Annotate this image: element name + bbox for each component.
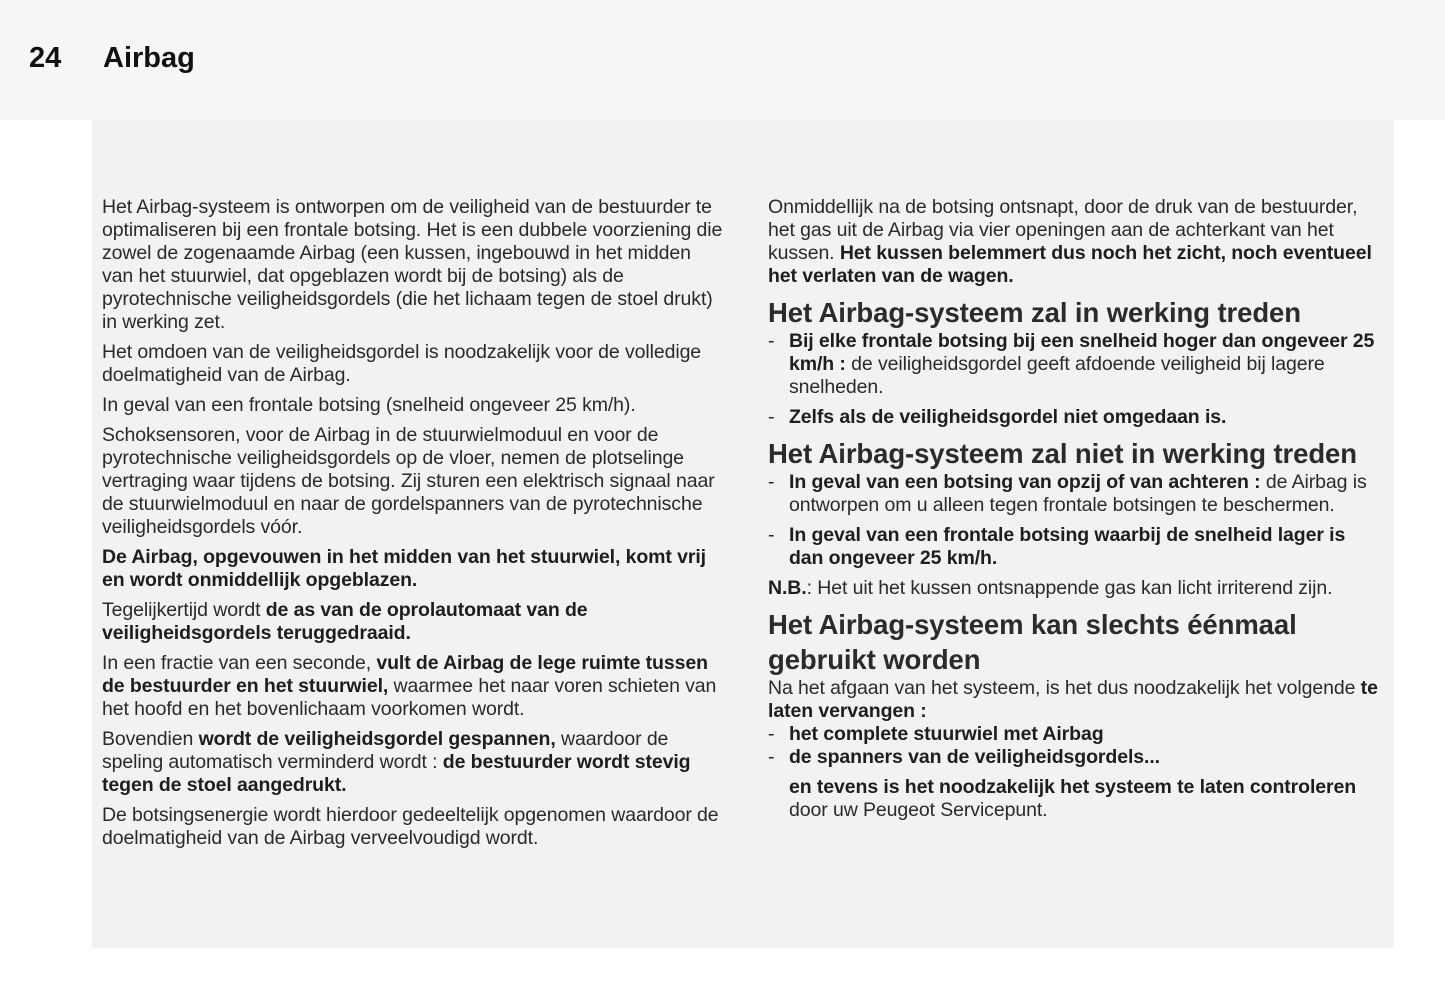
- replace-text: Na het afgaan van het systeem, is het dus noodzakelijk het volgende: [768, 677, 1361, 699]
- deflate-bold: Het kussen belemmert dus noch het zicht, noch eventueel het verlaten van de wagen.: [768, 242, 1372, 287]
- deflate-text: Onmiddellijk na de botsing ontsnapt, door de druk van de bestuurder, het gas uit de Airbag via vier openingen aan de achterkant van het kussen.: [768, 196, 1358, 264]
- nb-text: : Het uit het kussen ontsnappende gas kan licht irriterend zijn.: [806, 577, 1333, 599]
- tensioner-bold-d: de bestuurder wordt stevig tegen de stoel aangedrukt.: [102, 751, 691, 796]
- sensors-paragraph: Schoksensoren, voor de Airbag in de stuurwielmoduul en voor de pyrotechnische veiligheidsgordels op de vloer, nemen de plotselinge vertraging waar tijdens de botsing. Zij sturen een elektrisch signaal naar de stuurwielmoduul en naar de gordelspanners van de pyrotechnische veiligheidsgordels vóór.: [102, 424, 715, 538]
- nb-paragraph: [768, 577, 1383, 600]
- list-item: [768, 330, 1383, 399]
- list-item: [768, 746, 1383, 769]
- list-item-bold: Bij elke frontale botsing bij een snelheid hoger dan ongeveer 25 km/h :: [789, 330, 1375, 375]
- will-not-activate-list: [768, 471, 1383, 570]
- fraction-paragraph: [102, 652, 727, 721]
- list-item-text: de Airbag is ontworpen om u alleen tegen frontale botsingen te beschermen.: [789, 471, 1367, 516]
- replace-list: [768, 723, 1383, 769]
- replace-bold: te laten vervangen :: [768, 677, 1378, 722]
- airbag-inflates-bold: De Airbag, opgevouwen in het midden van het stuurwiel, komt vrij en wordt onmiddellijk opgeblazen.: [102, 546, 706, 591]
- energy-paragraph: De botsingsenergie wordt hierdoor gedeeltelijk opgenomen waardoor de doelmatigheid van de Airbag verveelvoudigd wordt.: [102, 804, 719, 849]
- list-item: [768, 406, 1383, 429]
- heading-will-activate: Het Airbag-systeem zal in werking treden: [768, 297, 1301, 328]
- dash-bullet: -: [768, 330, 775, 352]
- dash-bullet: -: [768, 746, 775, 768]
- list-item-bold: In geval van een frontale botsing waarbij de snelheid lager is dan ongeveer 25 km/h.: [789, 524, 1346, 569]
- retractor-text: Tegelijkertijd wordt: [102, 599, 266, 621]
- check-bold: en tevens is het noodzakelijk het systeem te laten controleren: [789, 776, 1357, 798]
- dash-bullet: -: [768, 406, 775, 428]
- nb-label: N.B.: [768, 577, 807, 599]
- heading-will-not-activate: Het Airbag-systeem zal niet in werking treden: [768, 438, 1357, 469]
- list-item-bold: de spanners van de veiligheidsgordels...: [789, 746, 1160, 768]
- retractor-paragraph: [102, 599, 727, 645]
- list-item-text: de veiligheidsgordel geeft afdoende veiligheid bij lagere snelheden.: [789, 353, 1325, 398]
- page-title: Airbag: [103, 42, 195, 74]
- list-item-bold: In geval van een botsing van opzij of van achteren :: [789, 471, 1261, 493]
- dash-bullet: -: [768, 524, 775, 546]
- page-number: 24: [29, 42, 62, 74]
- replace-paragraph: [768, 677, 1383, 723]
- tensioner-bold-b: wordt de veiligheidsgordel gespannen,: [198, 728, 556, 750]
- check-paragraph: [768, 776, 1383, 822]
- retractor-bold: de as van de oprolautomaat van de veiligheidsgordels teruggedraaid.: [102, 599, 588, 644]
- fraction-text-a: In een fractie van een seconde,: [102, 652, 377, 674]
- right-column: [768, 196, 1383, 829]
- heading-single-use: Het Airbag-systeem kan slechts éénmaal gebruikt worden: [768, 609, 1297, 675]
- check-text: door uw Peugeot Servicepunt.: [789, 799, 1048, 821]
- list-item: [768, 471, 1383, 517]
- tensioner-text-a: Bovendien: [102, 728, 199, 750]
- deflate-paragraph: [768, 196, 1383, 288]
- tensioner-paragraph: [102, 728, 727, 797]
- fraction-text-c: waarmee het naar voren schieten van het hoofd en het bovenlichaam voorkomen wordt.: [102, 675, 717, 720]
- seatbelt-paragraph: Het omdoen van de veiligheidsgordel is noodzakelijk voor de volledige doelmatigheid van de Airbag.: [102, 341, 702, 386]
- fraction-bold: vult de Airbag de lege ruimte tussen de bestuurder en het stuurwiel,: [102, 652, 708, 697]
- left-column: [102, 196, 727, 857]
- intro-paragraph: Het Airbag-systeem is ontworpen om de veiligheid van de bestuurder te optimaliseren bij een frontale botsing. Het is een dubbele voorziening die zowel de zogenaamde Airbag (een kussen, ingebouwd in het midden van het stuurwiel, dat opgeblazen wordt bij de botsing) als de pyrotechnische veiligheidsgordels (die het lichaam tegen de stoel drukt) in werking zet.: [102, 196, 723, 333]
- page-header: [0, 0, 1445, 120]
- list-item: [768, 524, 1383, 570]
- frontal-collision-paragraph: In geval van een frontale botsing (snelheid ongeveer 25 km/h).: [102, 394, 636, 416]
- list-item-bold: Zelfs als de veiligheidsgordel niet omgedaan is.: [789, 406, 1227, 428]
- will-activate-list: [768, 330, 1383, 429]
- dash-bullet: -: [768, 471, 775, 493]
- tensioner-text-c: waardoor de speling automatisch verminderd wordt :: [102, 728, 669, 773]
- airbag-inflates-paragraph: [102, 546, 727, 592]
- list-item-bold: het complete stuurwiel met Airbag: [789, 723, 1104, 745]
- dash-bullet: -: [768, 723, 775, 745]
- list-item: [768, 723, 1383, 746]
